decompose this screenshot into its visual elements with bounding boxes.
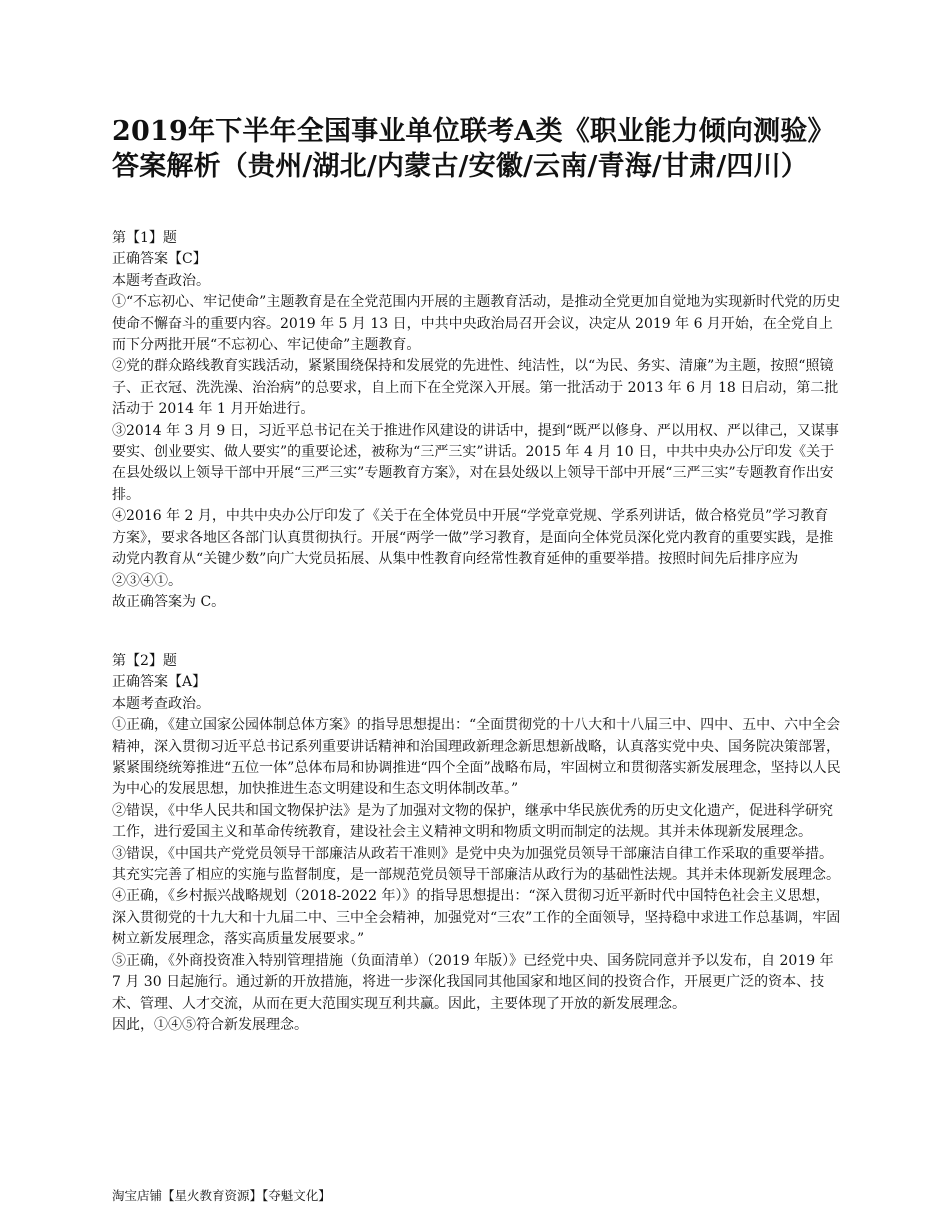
explanation-paragraph: ④正确，《乡村振兴战略规划（2018-2022 年）》的指导思想提出：“深入贯彻习近平新时代中国特色社会主义思想，深入贯彻党的十九大和十九届二中、三中全会精神，加强党对“三农”工作的全面领导，坚持稳中求进工作总基调，牢固树立新发展理念，落实高质量发展要求。” [112,888,841,948]
explanation-paragraph: ②错误，《中华人民共和国文物保护法》是为了加强对文物的保护，继承中华民族优秀的历史文化遗产，促进科学研究工作，进行爱国主义和革命传统教育，建设社会主义精神文明和物质文明而制定的法规。其并未体现新发展理念。 [112,802,833,841]
footer-shop-note: 淘宝店铺【星火教育资源】【夺魁文化】 [112,1188,331,1203]
correct-answer: 正确答案【A】 [112,674,207,691]
question-2 [112,651,842,1036]
explanation-paragraph: ①正确，《建立国家公园体制总体方案》的指导思想提出：“全面贯彻党的十八大和十八届三中、四中、五中、六中全会精神，深入贯彻习近平总书记系列重要讲话精神和治国理政新理念新思想新战略，认真落实党中央、国务院决策部署，紧紧围绕统筹推进“五位一体”总体布局和协调推进“四个全面”战略布局，牢固树立和贯彻落实新发展理念，坚持以人民为中心的发展思想，加快推进生态文明建设和生态文明体制改革。” [112,717,841,798]
question-1 [112,228,842,613]
question-number: 第【1】题 [112,230,177,246]
explanation-paragraph: ①“不忘初心、牢记使命”主题教育是在全党范围内开展的主题教育活动，是推动全党更加自觉地为实现新时代党的历史使命不懈奋斗的重要内容。2019 年 5 月 13 日，中共中央政治局召开会议，决定从 2019 年 6 月开始，在全党自上而下分两批开展“不忘初心、牢记使命”主题教育。 [112,294,841,354]
explanation-paragraph: ②党的群众路线教育实践活动，紧紧围绕保持和发展党的先进性、纯洁性，以“为民、务实、清廉”为主题，按照“照镜子、正衣冠、洗洗澡、治治病”的总要求，自上而下在全党深入开展。第一批活动于 2013 年 6 月 18 日启动，第二批活动于 2014 年 1 月开始进行。 [112,358,839,418]
explanation-paragraph: ⑤正确，《外商投资准入特别管理措施（负面清单）（2019 年版）》已经党中央、国务院同意并予以发布，自 2019 年 7 月 30 日起施行。通过新的开放措施，将进一步深化我国同其他国家和地区间的投资合作，开展更广泛的资本、技术、管理、人才交流，从而在更大范围实现互利共赢。因此，主要体现了开放的新发展理念。 [112,952,834,1012]
conclusion-paragraph: 因此，①④⑤符合新发展理念。 [112,1016,308,1033]
correct-answer: 正确答案【C】 [112,251,207,268]
question-number: 第【2】题 [112,653,177,669]
explanation-paragraph: ④2016 年 2 月，中共中央办公厅印发了《关于在全体党员中开展“学党章党规、学系列讲话，做合格党员”学习教育方案》，要求各地区各部门认真贯彻执行。开展“两学一做”学习教育，是面向全体党员深化党内教育的重要实践，是推动党内教育从“关键少数”向广大党员拓展、从集中性教育向经常性教育延伸的重要举措。按照时间先后排序应为②③④①。 [112,508,834,589]
explanation-paragraph: 本题考查政治。 [112,695,210,712]
explanation-paragraph: 本题考查政治。 [112,272,210,289]
explanation-paragraph: ③2014 年 3 月 9 日，习近平总书记在关于推进作风建设的讲话中，提到“既严以修身、严以用权、严以律己，又谋事要实、创业要实、做人要实”的重要论述，被称为“三严三实”讲话。2015 年 4 月 10 日，中共中央办公厅印发《关于在县处级以上领导干部中开展“三严三实”专题教育方案》，对在县处级以上领导干部中开展“三严三实”专题教育作出安排。 [112,422,839,503]
conclusion-paragraph: 故正确答案为 C。 [112,593,226,610]
title-line-2: 答案解析（贵州/湖北/内蒙古/安徽/云南/青海/甘肃/四川） [112,151,809,182]
title-line-1: 2019年下半年全国事业单位联考A类《职业能力倾向测验》 [112,116,835,147]
document-title [112,114,892,184]
explanation-paragraph: ③错误，《中国共产党党员领导干部廉洁从政若干准则》是党中央为加强党员领导干部廉洁自律工作采取的重要举措。其充实完善了相应的实施与监督制度，是一部规范党员领导干部廉洁从政行为的基础性法规。其并未体现新发展理念。 [112,845,840,884]
